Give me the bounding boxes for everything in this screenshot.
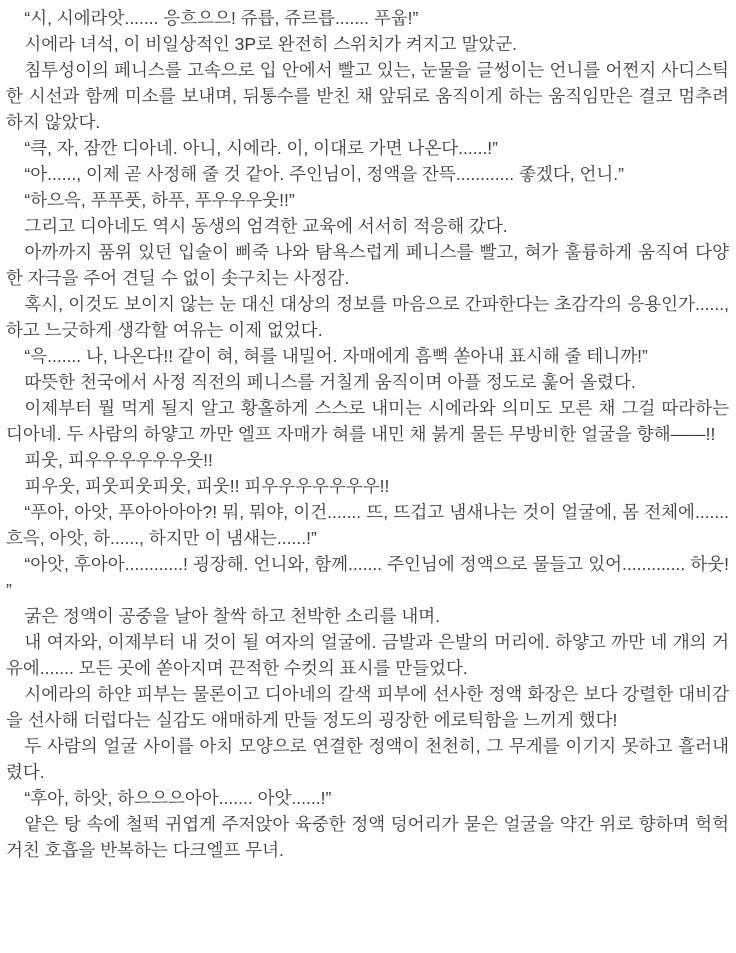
paragraph: “시, 시에라앗....... 응흐으으! 쥬릅, 쥬르릅....... 푸웁!” — [24, 8, 419, 28]
paragraph: “아......, 이제 곧 사정해 줄 것 같아. 주인님이, 정액을 잔뜩............ 좋겠다, 언니.” — [24, 164, 624, 184]
paragraph: “하으윽, 푸푸풋, 하푸, 푸우우우웃!!” — [24, 190, 295, 210]
paragraph: 두 사람의 얼굴 사이를 아치 모양으로 연결한 정액이 천천히, 그 무게를 이기지 못하고 흘러내렸다. — [6, 736, 729, 782]
paragraph: 시에라 녀석, 이 비일상적인 3P로 완전히 스위치가 켜지고 말았군. — [24, 34, 518, 54]
paragraph: 피우웃, 피웃피웃피웃, 피웃!! 피우우우우우우우!! — [24, 476, 390, 496]
paragraph: “후아, 하앗, 하으으으아아....... 아앗......!” — [24, 788, 332, 808]
paragraph: 아까까지 품위 있던 입술이 삐죽 나와 탐욕스럽게 페니스를 빨고, 혀가 훌륭하게 움직여 다양한 자극을 주어 견딜 수 없이 솟구치는 사정감. — [6, 242, 729, 288]
paragraph: “윽....... 나, 나온다!! 같이 혀, 혀를 내밀어. 자매에게 흠뻑 쏟아내 표시해 줄 테니까!” — [24, 346, 648, 366]
paragraph: 얕은 탕 속에 철퍽 귀엽게 주저앉아 육중한 정액 덩어리가 묻은 얼굴을 약간 위로 향하며 헉헉 거친 호흡을 반복하는 다크엘프 무녀. — [6, 814, 729, 860]
paragraph: 피웃, 피우우우우우우웃!! — [24, 450, 213, 470]
paragraph: 내 여자와, 이제부터 내 것이 될 여자의 얼굴에. 금발과 은발의 머리에. 하얗고 까만 네 개의 거유에....... 모든 곳에 쏟아지며 끈적한 수컷의 표시를 만들었다. — [6, 632, 729, 678]
novel-paragraphs — [6, 5, 729, 863]
paragraph: 굵은 정액이 공중을 날아 찰싹 하고 천박한 소리를 내며. — [24, 606, 441, 626]
paragraph: 시에라의 하얀 피부는 물론이고 디아네의 갈색 피부에 선사한 정액 화장은 보다 강렬한 대비감을 선사해 더럽다는 실감도 애매하게 만들 정도의 굉장한 에로틱함을 느끼게 했다! — [6, 684, 729, 730]
paragraph: “큭, 자, 잠깐 디아네. 아니, 시에라. 이, 이대로 가면 나온다......!” — [24, 138, 498, 158]
paragraph: 그리고 디아네도 역시 동생의 엄격한 교육에 서서히 적응해 갔다. — [24, 216, 508, 236]
paragraph: 이제부터 뭘 먹게 될지 알고 황홀하게 스스로 내미는 시에라와 의미도 모른 채 그걸 따라하는 디아네. 두 사람의 하얗고 까만 엘프 자매가 혀를 내민 채 붉게 물든 무방비한 얼굴을 향해——!! — [6, 398, 729, 444]
paragraph: 혹시, 이것도 보이지 않는 눈 대신 대상의 정보를 마음으로 간파한다는 초감각의 응용인가......, 하고 느긋하게 생각할 여유는 이제 없었다. — [6, 294, 729, 340]
paragraph: “푸아, 아앗, 푸아아아아?! 뭐, 뭐야, 이건....... 뜨, 뜨겁고 냄새나는 것이 얼굴에, 몸 전체에....... 흐윽, 아앗, 하......, 하지만 이 냄새는......!” — [6, 502, 729, 548]
paragraph: 따뜻한 천국에서 사정 직전의 페니스를 거칠게 움직이며 아플 정도로 훑어 올렸다. — [24, 372, 636, 392]
paragraph: 침투성이의 페니스를 고속으로 입 안에서 빨고 있는, 눈물을 글썽이는 언니를 어쩐지 사디스틱한 시선과 함께 미소를 보내며, 뒤통수를 받친 채 앞뒤로 움직이게 하는 움직임만은 결코 멈추려 하지 않았다. — [6, 60, 729, 132]
paragraph: “아앗, 후아아............! 굉장해. 언니와, 함께....... 주인님에 정액으로 물들고 있어............. 하웃!” — [6, 554, 729, 600]
